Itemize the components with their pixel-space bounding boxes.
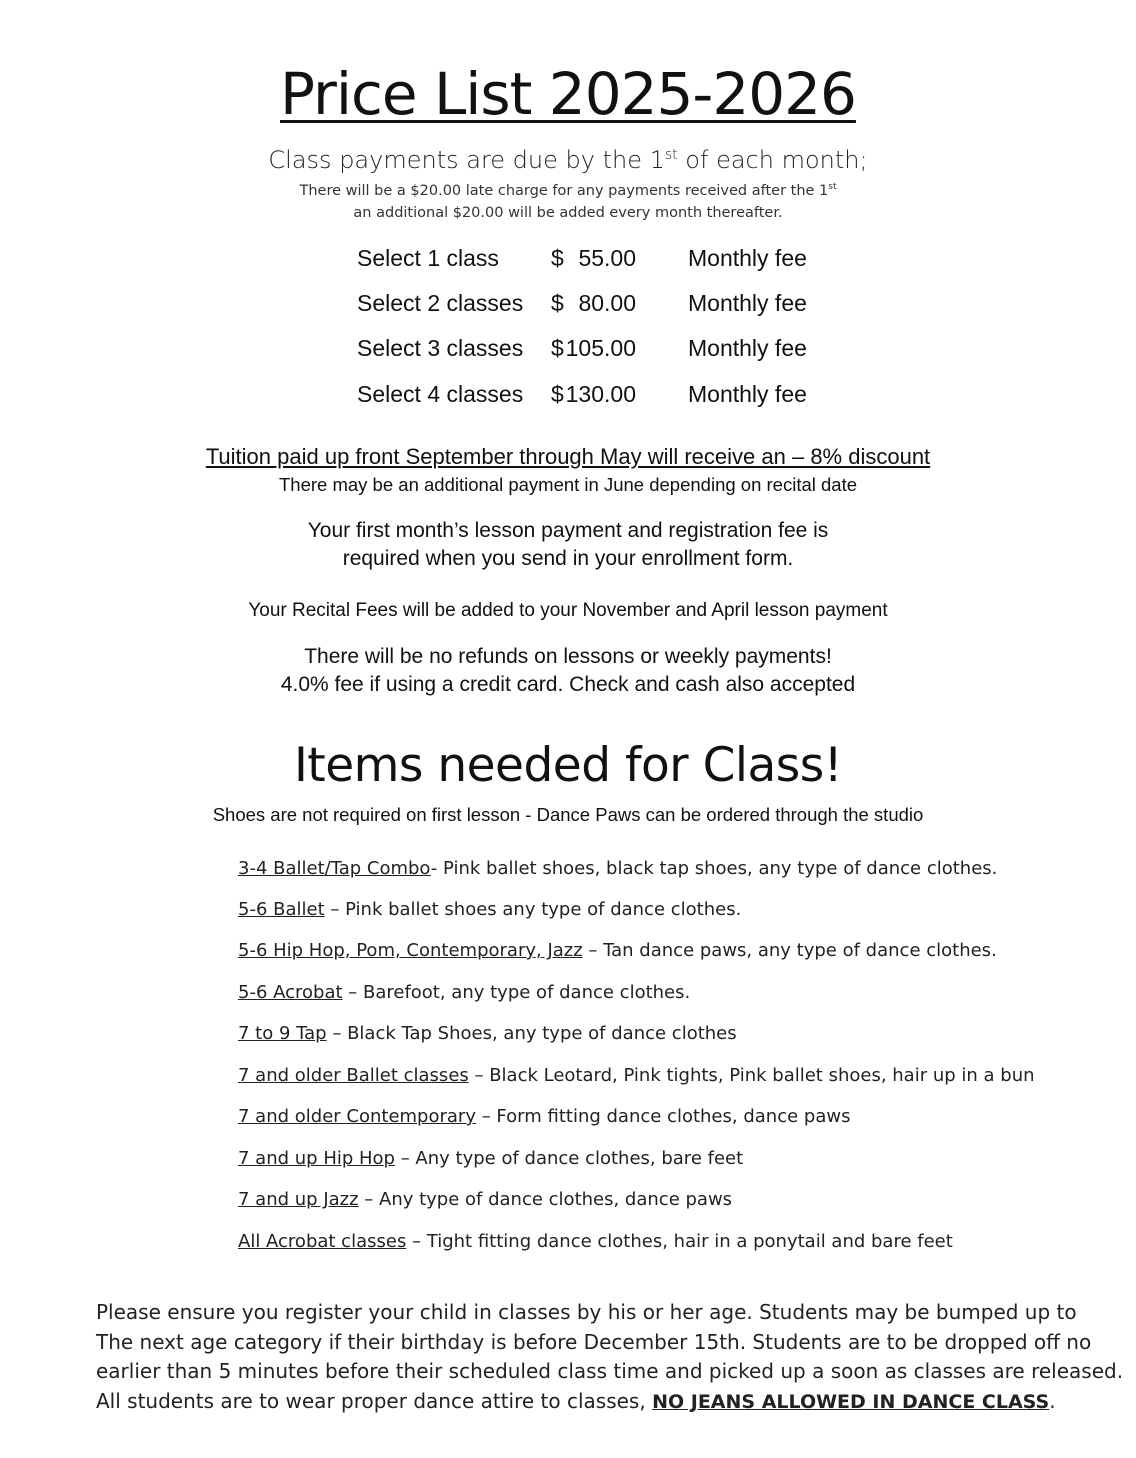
item-class-name: 5-6 Ballet (238, 899, 325, 920)
list-item (238, 982, 690, 1003)
fee-label: Select 1 class (357, 245, 499, 271)
list-item (238, 1148, 743, 1169)
fee-amount: 55.00 (578, 245, 636, 271)
no-jeans-warning: NO JEANS ALLOWED IN DANCE CLASS (652, 1391, 1050, 1413)
late-charge-sup: st (828, 182, 837, 192)
payment-due-text: Class payments are due by the 1 (268, 146, 665, 174)
item-description: – Black Leotard, Pink tights, Pink ballet shoes, hair up in a bun (468, 1065, 1035, 1086)
item-class-name: 7 to 9 Tap (238, 1023, 327, 1044)
fee-type: Monthly fee (688, 290, 807, 316)
payment-due-text-end: of each month; (677, 146, 868, 174)
shoes-note: Shoes are not required on first lesson - Dance Paws can be ordered through the studio (212, 804, 924, 825)
fee-amount: 130.00 (565, 381, 636, 407)
list-item (238, 940, 997, 961)
fee-label: Select 4 classes (357, 381, 524, 407)
list-item (238, 858, 997, 879)
recital-fee-note: Your Recital Fees will be added to your November and April lesson payment (248, 600, 888, 621)
item-description: – Barefoot, any type of dance clothes. (342, 982, 691, 1003)
closing-line-4 (96, 1389, 1056, 1413)
item-class-name: 5-6 Hip Hop, Pom, Contemporary, Jazz (238, 940, 583, 961)
item-class-name: 7 and older Contemporary (238, 1106, 476, 1127)
payment-due-notice (0, 146, 1136, 174)
fee-dollar: $ (551, 335, 564, 361)
fee-type: Monthly fee (688, 381, 807, 407)
fee-label: Select 3 classes (357, 335, 524, 361)
fee-dollar: $ (551, 290, 564, 316)
list-item (238, 1065, 1035, 1086)
item-description: – Tight fitting dance clothes, hair in a ponytail and bare feet (406, 1231, 953, 1252)
items-section-title: Items needed for Class! (293, 738, 843, 793)
june-payment-note: There may be an additional payment in June depending on recital date (279, 474, 857, 495)
fee-label: Select 2 classes (357, 290, 524, 316)
closing-line-4-text: All students are to wear proper dance attire to classes, (96, 1389, 653, 1413)
item-class-name: 3-4 Ballet/Tap Combo (238, 858, 431, 879)
fee-row (0, 381, 1136, 421)
closing-line-1: Please ensure you register your child in classes by his or her age. Students may be bumped up to (96, 1300, 1077, 1324)
page-title (0, 60, 1136, 128)
late-charge-line-1 (0, 182, 1136, 199)
closing-line-3: earlier than 5 minutes before their scheduled class time and picked up a soon as classes are released. (96, 1359, 1124, 1383)
fee-dollar: $ (551, 245, 564, 271)
closing-line-4-end: . (1049, 1389, 1056, 1413)
tuition-discount-note (0, 444, 1136, 470)
page-title-text: Price List 2025-2026 (280, 60, 856, 128)
fee-row (0, 245, 1136, 285)
fee-amount: 105.00 (565, 335, 636, 361)
item-class-name: 5-6 Acrobat (238, 982, 343, 1003)
fee-row (0, 335, 1136, 375)
item-class-name: 7 and up Jazz (238, 1189, 359, 1210)
item-description: – Black Tap Shoes, any type of dance clothes (326, 1023, 737, 1044)
first-payment-note-line-2: required when you send in your enrollment form. (342, 547, 794, 570)
list-item (238, 1189, 732, 1210)
list-item (238, 899, 741, 920)
credit-card-note: 4.0% fee if using a credit card. Check and cash also accepted (280, 673, 856, 696)
late-charge-line-2: an additional $20.00 will be added every month thereafter. (353, 205, 783, 221)
fee-dollar: $ (551, 381, 564, 407)
first-payment-note-line-1: Your first month’s lesson payment and registration fee is (307, 519, 829, 542)
item-description: – Any type of dance clothes, bare feet (394, 1148, 744, 1169)
list-item (238, 1231, 953, 1252)
item-class-name: 7 and older Ballet classes (238, 1065, 469, 1086)
refund-note: There will be no refunds on lessons or weekly payments! (304, 645, 832, 668)
tuition-discount-text: Tuition paid up front September through May will receive an – 8% discount (205, 444, 931, 469)
item-description: – Any type of dance clothes, dance paws (358, 1189, 733, 1210)
item-class-name: All Acrobat classes (238, 1231, 407, 1252)
fee-row (0, 290, 1136, 330)
fee-type: Monthly fee (688, 335, 807, 361)
list-item (238, 1023, 737, 1044)
fee-type: Monthly fee (688, 245, 807, 271)
closing-line-2: The next age category if their birthday is before December 15th. Students are to be dropped off no (96, 1330, 1092, 1354)
item-description: – Pink ballet shoes any type of dance clothes. (324, 899, 742, 920)
payment-due-sup: st (664, 147, 678, 163)
item-description: – Tan dance paws, any type of dance clothes. (582, 940, 997, 961)
late-charge-text: There will be a $20.00 late charge for any payments received after the 1 (299, 182, 829, 199)
item-description: – Form fitting dance clothes, dance paws (475, 1106, 851, 1127)
fee-amount: 80.00 (578, 290, 636, 316)
list-item (238, 1106, 850, 1127)
item-description: - Pink ballet shoes, black tap shoes, any type of dance clothes. (430, 858, 998, 879)
item-class-name: 7 and up Hip Hop (238, 1148, 395, 1169)
